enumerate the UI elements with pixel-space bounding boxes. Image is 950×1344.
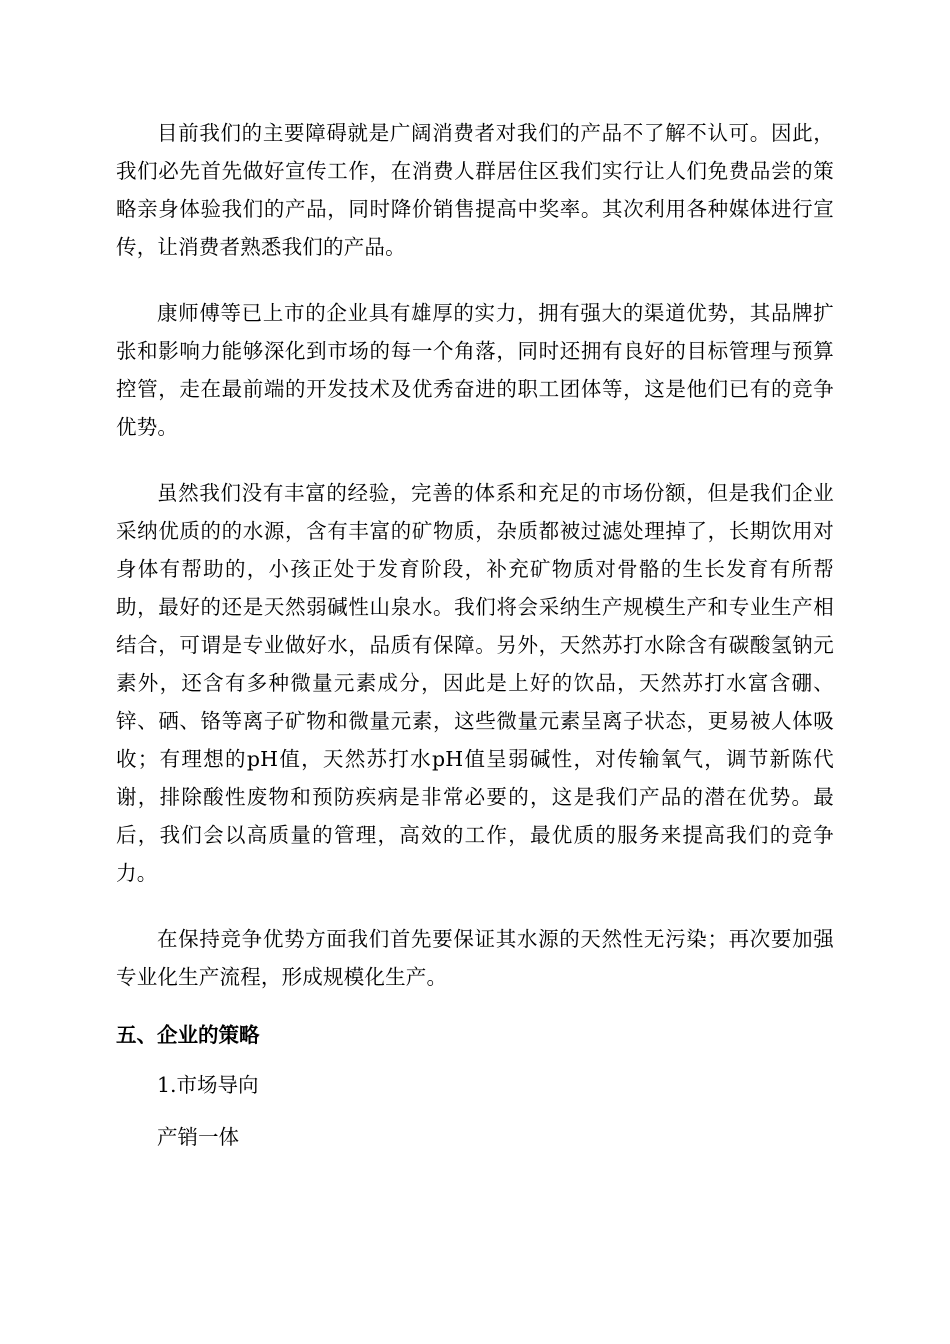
subsection-text: 产销一体 [157,1125,239,1149]
document-page [116,114,834,1156]
subsection-title-market-orientation: 1.市场导向 [157,1073,259,1097]
paragraph-promotion: 目前我们的主要障碍就是广阔消费者对我们的产品不了解不认可。因此，我们必先首先做好宣传工作，在消费人群居住区我们实行让人们免费品尝的策略亲身体验我们的产品，同时降价销售提高中奖率。其次利用各种媒体进行宣传，让消费者熟悉我们的产品。 [116,121,834,259]
paragraph-maintain-advantage: 在保持竞争优势方面我们首先要保证其水源的天然性无污染；再次要加强专业化生产流程，形成规模化生产。 [116,927,834,989]
section-heading-strategy: 五、企业的策略 [116,1023,260,1047]
paragraph-competitor-advantage: 康师傅等已上市的企业具有雄厚的实力，拥有强大的渠道优势，其品牌扩张和影响力能够深化到市场的每一个角落，同时还拥有良好的目标管理与预算控管，走在最前端的开发技术及优秀奋进的职工团体等，这是他们已有的竞争优势。 [116,301,834,439]
paragraph-our-advantage: 虽然我们没有丰富的经验，完善的体系和充足的市场份额，但是我们企业采纳优质的的水源，含有丰富的矿物质，杂质都被过滤处理掉了，长期饮用对身体有帮助的，小孩正处于发育阶段，补充矿物质对骨骼的生长发育有所帮助，最好的还是天然弱碱性山泉水。我们将会采纳生产规模生产和专业生产相结合，可谓是专业做好水，品质有保障。另外，天然苏打水除含有碳酸氢钠元素外，还含有多种微量元素成分，因此是上好的饮品，天然苏打水富含硼、锌、硒、铬等离子矿物和微量元素，这些微量元素呈离子状态，更易被人体吸收；有理想的pH值，天然苏打水pH值呈弱碱性，对传输氧气，调节新陈代谢，排除酸性废物和预防疾病是非常必要的，这是我们产品的潜在优势。最后，我们会以高质量的管理，高效的工作，最优质的服务来提高我们的竞争力。 [116,481,834,885]
